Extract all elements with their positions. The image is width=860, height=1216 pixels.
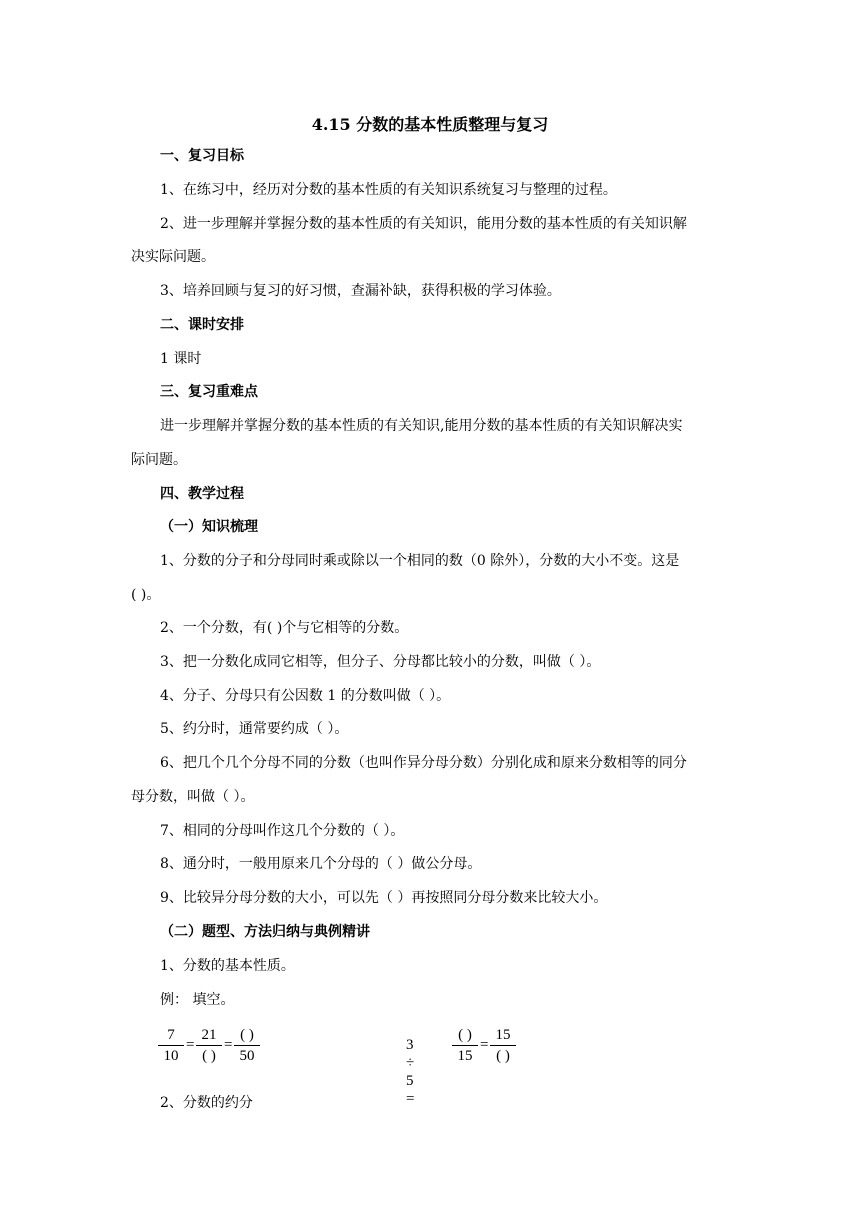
- fraction-denominator: 50: [239, 1048, 255, 1064]
- knowledge-5: 5、约分时，通常要约成（ ）。: [160, 721, 349, 737]
- fraction-numerator: 7: [167, 1027, 175, 1043]
- heading-key-points: 三、复习重难点: [160, 384, 258, 400]
- knowledge-7: 7、相同的分母叫作这几个分数的（ ）。: [160, 823, 405, 839]
- knowledge-6-line-2: 母分数，叫做（ ）。: [131, 789, 255, 805]
- knowledge-9: 9、比较异分母分数的大小，可以先（ ）再按照同分母分数来比较大小。: [160, 890, 608, 906]
- fraction-blank-50: [234, 1026, 260, 1065]
- fraction-15-blank: [490, 1026, 516, 1065]
- knowledge-6-line-1: 6、把几个几个分母不同的分数（也叫作异分母分数）分别化成和原来分数相等的同分: [160, 755, 687, 771]
- goal-2-line-2: 决实际问题。: [131, 249, 215, 265]
- goal-3: 3、培养回顾与复习的好习惯，查漏补缺，获得积极的学习体验。: [160, 283, 561, 299]
- heading-teaching-process: 四、教学过程: [160, 486, 244, 502]
- fraction-numerator: 15: [495, 1027, 511, 1043]
- equals-sign: =: [186, 1037, 195, 1053]
- fraction-denominator: 10: [163, 1048, 179, 1064]
- heading-schedule: 二、课时安排: [160, 317, 244, 333]
- subheading-methods: （二）题型、方法归纳与典例精讲: [160, 924, 370, 940]
- knowledge-1-line-1: 1、分数的分子和分母同时乘或除以一个相同的数（0 除外），分数的大小不变。这是: [160, 553, 680, 569]
- fraction-denominator: ( ): [202, 1048, 216, 1064]
- topic-1: 1、分数的基本性质。: [160, 958, 295, 974]
- goal-1: 1、在练习中，经历对分数的基本性质的有关知识系统复习与整理的过程。: [160, 182, 617, 198]
- fraction-numerator: 21: [201, 1027, 217, 1043]
- fraction-numerator: ( ): [240, 1027, 254, 1043]
- fraction-21-blank: [196, 1026, 222, 1065]
- subheading-knowledge: （一）知识梳理: [160, 519, 258, 535]
- document-title: 4.15 分数的基本性质整理与复习: [311, 115, 549, 134]
- fraction-denominator: 15: [457, 1048, 473, 1064]
- example-label: 例： 填空。: [160, 992, 235, 1008]
- fraction-numerator: ( ): [458, 1027, 472, 1043]
- heading-review-goals: 一、复习目标: [160, 148, 244, 164]
- schedule-text: 1 课时: [160, 351, 202, 367]
- goal-2-line-1: 2、进一步理解并掌握分数的基本性质的有关知识，能用分数的基本性质的有关知识解: [160, 216, 687, 232]
- fraction-denominator: ( ): [496, 1048, 510, 1064]
- knowledge-3: 3、把一分数化成同它相等，但分子、分母都比较小的分数，叫做（ ）。: [160, 654, 601, 670]
- division-expression: 3 ÷ 5 =: [406, 1037, 415, 1107]
- fraction-blank-15: [452, 1026, 478, 1065]
- knowledge-4: 4、分子、分母只有公因数 1 的分数叫做（ ）。: [160, 688, 451, 704]
- key-points-line-1: 进一步理解并掌握分数的基本性质的有关知识,能用分数的基本性质的有关知识解决实: [160, 418, 683, 434]
- topic-2: 2、分数的约分: [160, 1095, 253, 1111]
- equals-sign: =: [224, 1037, 233, 1053]
- equals-sign: =: [480, 1037, 489, 1053]
- fraction-7-10: [158, 1026, 184, 1065]
- knowledge-1-line-2: ( )。: [131, 587, 161, 603]
- knowledge-2: 2、一个分数，有( )个与它相等的分数。: [160, 620, 409, 636]
- key-points-line-2: 际问题。: [131, 452, 187, 468]
- knowledge-8: 8、通分时，一般用原来几个分母的（ ）做公分母。: [160, 856, 482, 872]
